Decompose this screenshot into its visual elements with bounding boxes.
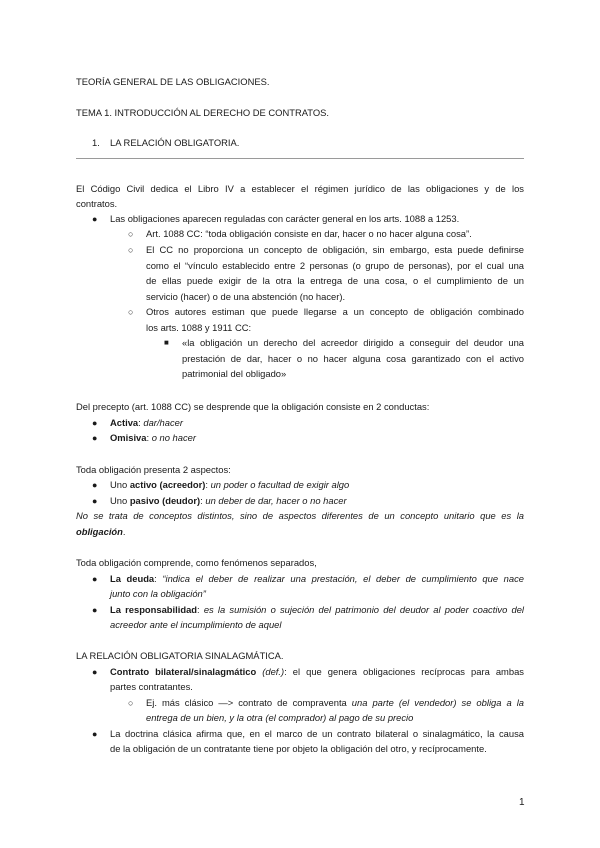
contrato-text: : el que genera obligaciones recíprocas para ambas xyxy=(284,666,524,677)
section-title: LA RELACIÓN OBLIGATORIA. xyxy=(110,137,240,148)
page-number: 1 xyxy=(519,797,525,808)
horizontal-rule xyxy=(76,158,524,159)
precepto-line: Del precepto (art. 1088 CC) se desprende que la obligación consiste en 2 conductas: xyxy=(76,401,430,412)
separator: : xyxy=(154,573,163,584)
responsabilidad-text: es la sumisión o sujeción del patrimonio del deudor al poder coactivo del xyxy=(203,604,525,615)
square-bullet-icon: ■ xyxy=(164,338,169,347)
doctrina-text-cont: de la obligación de un contratante tiene por objeto la obligación del otro, y recíprocamente. xyxy=(110,743,487,754)
section-number: 1. xyxy=(92,137,100,148)
prefix: Uno xyxy=(110,479,130,490)
quote-line: prestación de dar, hacer o no hacer alguna cosa garantizado con el activo xyxy=(182,353,524,364)
list-item-contrato xyxy=(110,666,524,678)
ejemplo-text: Ej. más clásico —> contrato de compraventa xyxy=(146,697,352,708)
pasivo-text: un deber de dar, hacer o no hacer xyxy=(205,495,347,506)
responsabilidad-text-cont: acreedor ante el incumplimiento de aquel xyxy=(110,619,282,630)
fenomenos-line: Toda obligación comprende, como fenómenos separados, xyxy=(76,557,317,568)
tema-heading: TEMA 1. INTRODUCCIÓN AL DERECHO DE CONTRATOS. xyxy=(76,107,329,118)
contrato-text-cont: partes contratantes. xyxy=(110,681,193,692)
bullet-icon: ● xyxy=(92,418,98,428)
bullet-icon: ● xyxy=(92,433,98,443)
sub-list-item-cont: como el “vínculo establecido entre 2 personas (o grupo de personas), por el cual una xyxy=(146,260,524,271)
bullet-icon: ● xyxy=(92,667,98,677)
aspectos-line: Toda obligación presenta 2 aspectos: xyxy=(76,464,231,475)
deuda-text-cont: junto con la obligación” xyxy=(110,588,206,599)
list-item-responsabilidad xyxy=(110,604,524,616)
bullet-icon: ● xyxy=(92,496,98,506)
separator: : xyxy=(205,479,211,490)
bullet-icon: ● xyxy=(92,605,98,615)
list-item-activo xyxy=(110,479,349,491)
sinalagmatica-heading: LA RELACIÓN OBLIGATORIA SINALAGMÁTICA. xyxy=(76,650,284,661)
bullet-icon: ● xyxy=(92,574,98,584)
list-item-deuda xyxy=(110,573,524,585)
intro-line-1: El Código Civil dedica el Libro IV a establecer el régimen jurídico de las obligaciones y de los xyxy=(76,183,524,194)
separator: : xyxy=(146,432,152,443)
separator: : xyxy=(138,417,144,428)
separator: : xyxy=(200,495,206,506)
note-line: No se trata de conceptos distintos, sino de aspectos diferentes de un concepto unitario que es la xyxy=(76,510,524,521)
sub-list-item: Art. 1088 CC: “toda obligación consiste en dar, hacer o no hacer alguna cosa”. xyxy=(146,228,472,239)
activa-label: Activa xyxy=(110,417,139,428)
activa-text: dar/hacer xyxy=(143,417,183,428)
pasivo-label: pasivo (deudor) xyxy=(129,495,201,506)
omisiva-label: Omisiva xyxy=(110,432,147,443)
intro-line-2: contratos. xyxy=(76,198,118,209)
list-item-doctrina: La doctrina clásica afirma que, en el marco de un contrato bilateral o sinalagmático, la causa xyxy=(110,728,524,739)
list-item-omisiva xyxy=(110,432,196,444)
bullet-icon: ● xyxy=(92,480,98,490)
circle-bullet-icon: ○ xyxy=(128,245,134,255)
quote-line: «la obligación un derecho del acreedor dirigido a conseguir del deudor una xyxy=(182,337,524,348)
list-item-pasivo xyxy=(110,495,347,507)
activo-text: un poder o facultad de exigir algo xyxy=(210,479,350,490)
sub-list-item-cont: servicio (hacer) o de una abstención (no hacer). xyxy=(146,291,346,302)
ejemplo-italic: una parte (el vendedor) se obliga a la xyxy=(351,697,525,708)
obligacion-term: obligación xyxy=(76,526,123,537)
document-title: TEORÍA GENERAL DE LAS OBLIGACIONES. xyxy=(76,76,270,87)
sub-list-item: El CC no proporciona un concepto de obligación, sin embargo, esta puede definirse xyxy=(146,244,524,255)
ejemplo-text-cont: entrega de un bien, y la otra (el comprador) al pago de su precio xyxy=(146,712,414,723)
sub-list-item-ejemplo xyxy=(146,697,524,709)
bullet-icon: ● xyxy=(92,214,98,224)
activo-label: activo (acreedor) xyxy=(129,479,206,490)
bullet-icon: ● xyxy=(92,729,98,739)
note-line-2 xyxy=(76,526,125,538)
separator: : xyxy=(197,604,204,615)
list-item: Las obligaciones aparecen reguladas con carácter general en los arts. 1088 a 1253. xyxy=(110,213,460,224)
circle-bullet-icon: ○ xyxy=(128,307,134,317)
circle-bullet-icon: ○ xyxy=(128,229,134,239)
quote-line: patrimonial del obligado» xyxy=(182,368,287,379)
contrato-label: Contrato bilateral/sinalagmático xyxy=(110,666,257,677)
omisiva-text: o no hacer xyxy=(151,432,197,443)
list-item-activa xyxy=(110,417,183,429)
sub-list-item-cont: de ellas puede exigir de la otra la entrega de una cosa, o el cumplimiento de un xyxy=(146,275,524,286)
period: . xyxy=(122,526,126,537)
responsabilidad-label: La responsabilidad xyxy=(110,604,198,615)
prefix: Uno xyxy=(110,495,130,506)
sub-list-item-cont: los arts. 1088 y 1911 CC: xyxy=(146,322,252,333)
deuda-label: La deuda xyxy=(110,573,155,584)
def-tag: (def.) xyxy=(256,666,285,677)
deuda-text: “indica el deber de realizar una prestación, el deber de cumplimiento que nace xyxy=(162,573,524,584)
circle-bullet-icon: ○ xyxy=(128,698,134,708)
sub-list-item: Otros autores estiman que puede llegarse a un concepto de obligación combinado xyxy=(146,306,524,317)
